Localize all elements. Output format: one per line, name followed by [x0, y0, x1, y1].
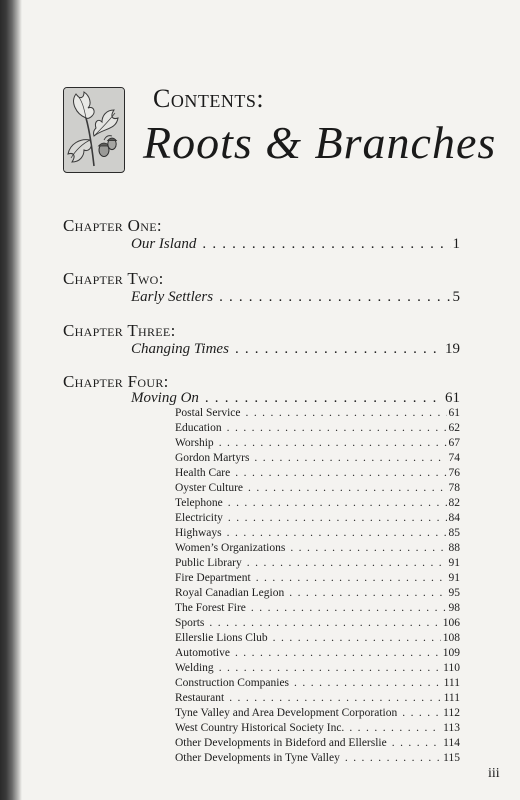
- toc-subentry[interactable]: [175, 617, 460, 632]
- entry-title: Changing Times: [131, 341, 229, 357]
- page-number: 98: [448, 602, 460, 614]
- dot-leader: [235, 341, 443, 358]
- toc-subentry[interactable]: [175, 422, 460, 437]
- dot-leader: [235, 647, 441, 659]
- entry-title: Moving On: [131, 390, 199, 406]
- toc-subentry[interactable]: [175, 527, 460, 542]
- page-number: 91: [448, 572, 460, 584]
- toc-subentry[interactable]: [175, 752, 460, 767]
- dot-leader: [202, 236, 450, 253]
- entry-title: Other Developments in Tyne Valley: [175, 752, 340, 764]
- toc-entry-chapter-three[interactable]: [131, 341, 460, 358]
- toc-subentry[interactable]: [175, 467, 460, 482]
- toc-subentry[interactable]: [175, 587, 460, 602]
- toc-subentry[interactable]: [175, 677, 460, 692]
- page-number: 62: [448, 422, 460, 434]
- entry-title: Welding: [175, 662, 214, 674]
- toc-subentry[interactable]: [175, 632, 460, 647]
- entry-title: Automotive: [175, 647, 230, 659]
- page-number: 5: [452, 289, 460, 305]
- dot-leader: [205, 390, 443, 407]
- entry-title: West Country Historical Society Inc.: [175, 722, 345, 734]
- dot-leader: [219, 289, 450, 306]
- dot-leader: [402, 707, 441, 719]
- toc-subentry[interactable]: [175, 737, 460, 752]
- entry-title: The Forest Fire: [175, 602, 246, 614]
- dot-leader: [294, 677, 442, 689]
- dot-leader: [227, 527, 447, 539]
- entry-title: Electricity: [175, 512, 223, 524]
- entry-title: Other Developments in Bideford and Ellerslie: [175, 737, 387, 749]
- dot-leader: [245, 407, 446, 419]
- toc-subentry[interactable]: [175, 512, 460, 527]
- dot-leader: [248, 482, 446, 494]
- page-number: 84: [448, 512, 460, 524]
- entry-title: Highways: [175, 527, 222, 539]
- toc-subentry[interactable]: [175, 722, 460, 737]
- dot-leader: [289, 587, 446, 599]
- entry-title: Restaurant: [175, 692, 225, 704]
- chapter-heading: Chapter Two:: [63, 269, 164, 288]
- entry-title: Gordon Martyrs: [175, 452, 250, 464]
- toc-subentry[interactable]: [175, 452, 460, 467]
- toc-entry-chapter-two[interactable]: [131, 289, 460, 306]
- page-number: 78: [448, 482, 460, 494]
- toc-subentry[interactable]: [175, 707, 460, 722]
- entry-title: Telephone: [175, 497, 223, 509]
- page-number: 114: [443, 737, 460, 749]
- page-number: 111: [443, 677, 460, 689]
- page-number: 82: [448, 497, 460, 509]
- page-number: 111: [443, 692, 460, 704]
- dot-leader: [251, 602, 447, 614]
- toc-entry-chapter-one[interactable]: [131, 236, 460, 253]
- page-number: 112: [443, 707, 460, 719]
- dot-leader: [209, 617, 440, 629]
- dot-leader: [392, 737, 441, 749]
- entry-title: Ellerslie Lions Club: [175, 632, 268, 644]
- entry-title: Women’s Organizations: [175, 542, 286, 554]
- dot-leader: [219, 437, 447, 449]
- dot-leader: [228, 497, 447, 509]
- dot-leader: [254, 452, 446, 464]
- dot-leader: [228, 512, 447, 524]
- page-number: 106: [442, 617, 460, 629]
- binding-spine-shadow: [0, 0, 22, 800]
- dot-leader: [256, 572, 447, 584]
- page-number: 61: [445, 390, 460, 406]
- toc-entry-chapter-four[interactable]: [131, 390, 460, 407]
- book-title: Roots & Branches: [143, 117, 497, 168]
- page-number: 109: [442, 647, 460, 659]
- dot-leader: [349, 722, 441, 734]
- toc-subentry[interactable]: [175, 497, 460, 512]
- entry-title: Worship: [175, 437, 214, 449]
- page-number: 85: [448, 527, 460, 539]
- dot-leader: [229, 692, 441, 704]
- entry-title: Fire Department: [175, 572, 251, 584]
- toc-subentry[interactable]: [175, 437, 460, 452]
- dot-leader: [227, 422, 447, 434]
- dot-leader: [290, 542, 446, 554]
- entry-title: Construction Companies: [175, 677, 290, 689]
- page-number: 61: [448, 407, 460, 419]
- entry-title: Early Settlers: [131, 289, 214, 305]
- page-number: 19: [445, 341, 460, 357]
- dot-leader: [235, 467, 446, 479]
- toc-subentry[interactable]: [175, 407, 460, 422]
- dot-leader: [219, 662, 441, 674]
- toc-subentry[interactable]: [175, 692, 460, 707]
- dot-leader: [273, 632, 441, 644]
- contents-label: Contents:: [153, 84, 265, 113]
- toc-subentry[interactable]: [175, 542, 460, 557]
- toc-subentry[interactable]: [175, 572, 460, 587]
- toc-subentry[interactable]: [175, 662, 460, 677]
- oak-leaves-acorns-icon: [63, 87, 125, 173]
- entry-title: Education: [175, 422, 222, 434]
- page-number: 88: [448, 542, 460, 554]
- entry-title: Tyne Valley and Area Development Corporation: [175, 707, 398, 719]
- page-number: 113: [443, 722, 460, 734]
- chapter-heading: Chapter Three:: [63, 321, 176, 340]
- chapter-heading: Chapter One:: [63, 216, 162, 235]
- page-number: 74: [448, 452, 460, 464]
- toc-subentry[interactable]: [175, 557, 460, 572]
- chapter-heading: Chapter Four:: [63, 372, 169, 391]
- page-number: 95: [448, 587, 460, 599]
- entry-title: Oyster Culture: [175, 482, 244, 494]
- page-number: 67: [448, 437, 460, 449]
- entry-title: Our Island: [131, 236, 197, 252]
- page-number: 115: [443, 752, 460, 764]
- page-number: 76: [448, 467, 460, 479]
- entry-title: Royal Canadian Legion: [175, 587, 285, 599]
- entry-title: Sports: [175, 617, 205, 629]
- dot-leader: [247, 557, 447, 569]
- page-number: 1: [452, 236, 460, 252]
- entry-title: Health Care: [175, 467, 231, 479]
- page-number: 91: [448, 557, 460, 569]
- toc-subentry[interactable]: [175, 602, 460, 617]
- entry-title: Postal Service: [175, 407, 241, 419]
- toc-subentry[interactable]: [175, 647, 460, 662]
- page-number: 108: [442, 632, 460, 644]
- entry-title: Public Library: [175, 557, 242, 569]
- dot-leader: [345, 752, 441, 764]
- page-folio: iii: [488, 766, 500, 781]
- toc-subentry[interactable]: [175, 482, 460, 497]
- page-number: 110: [443, 662, 460, 674]
